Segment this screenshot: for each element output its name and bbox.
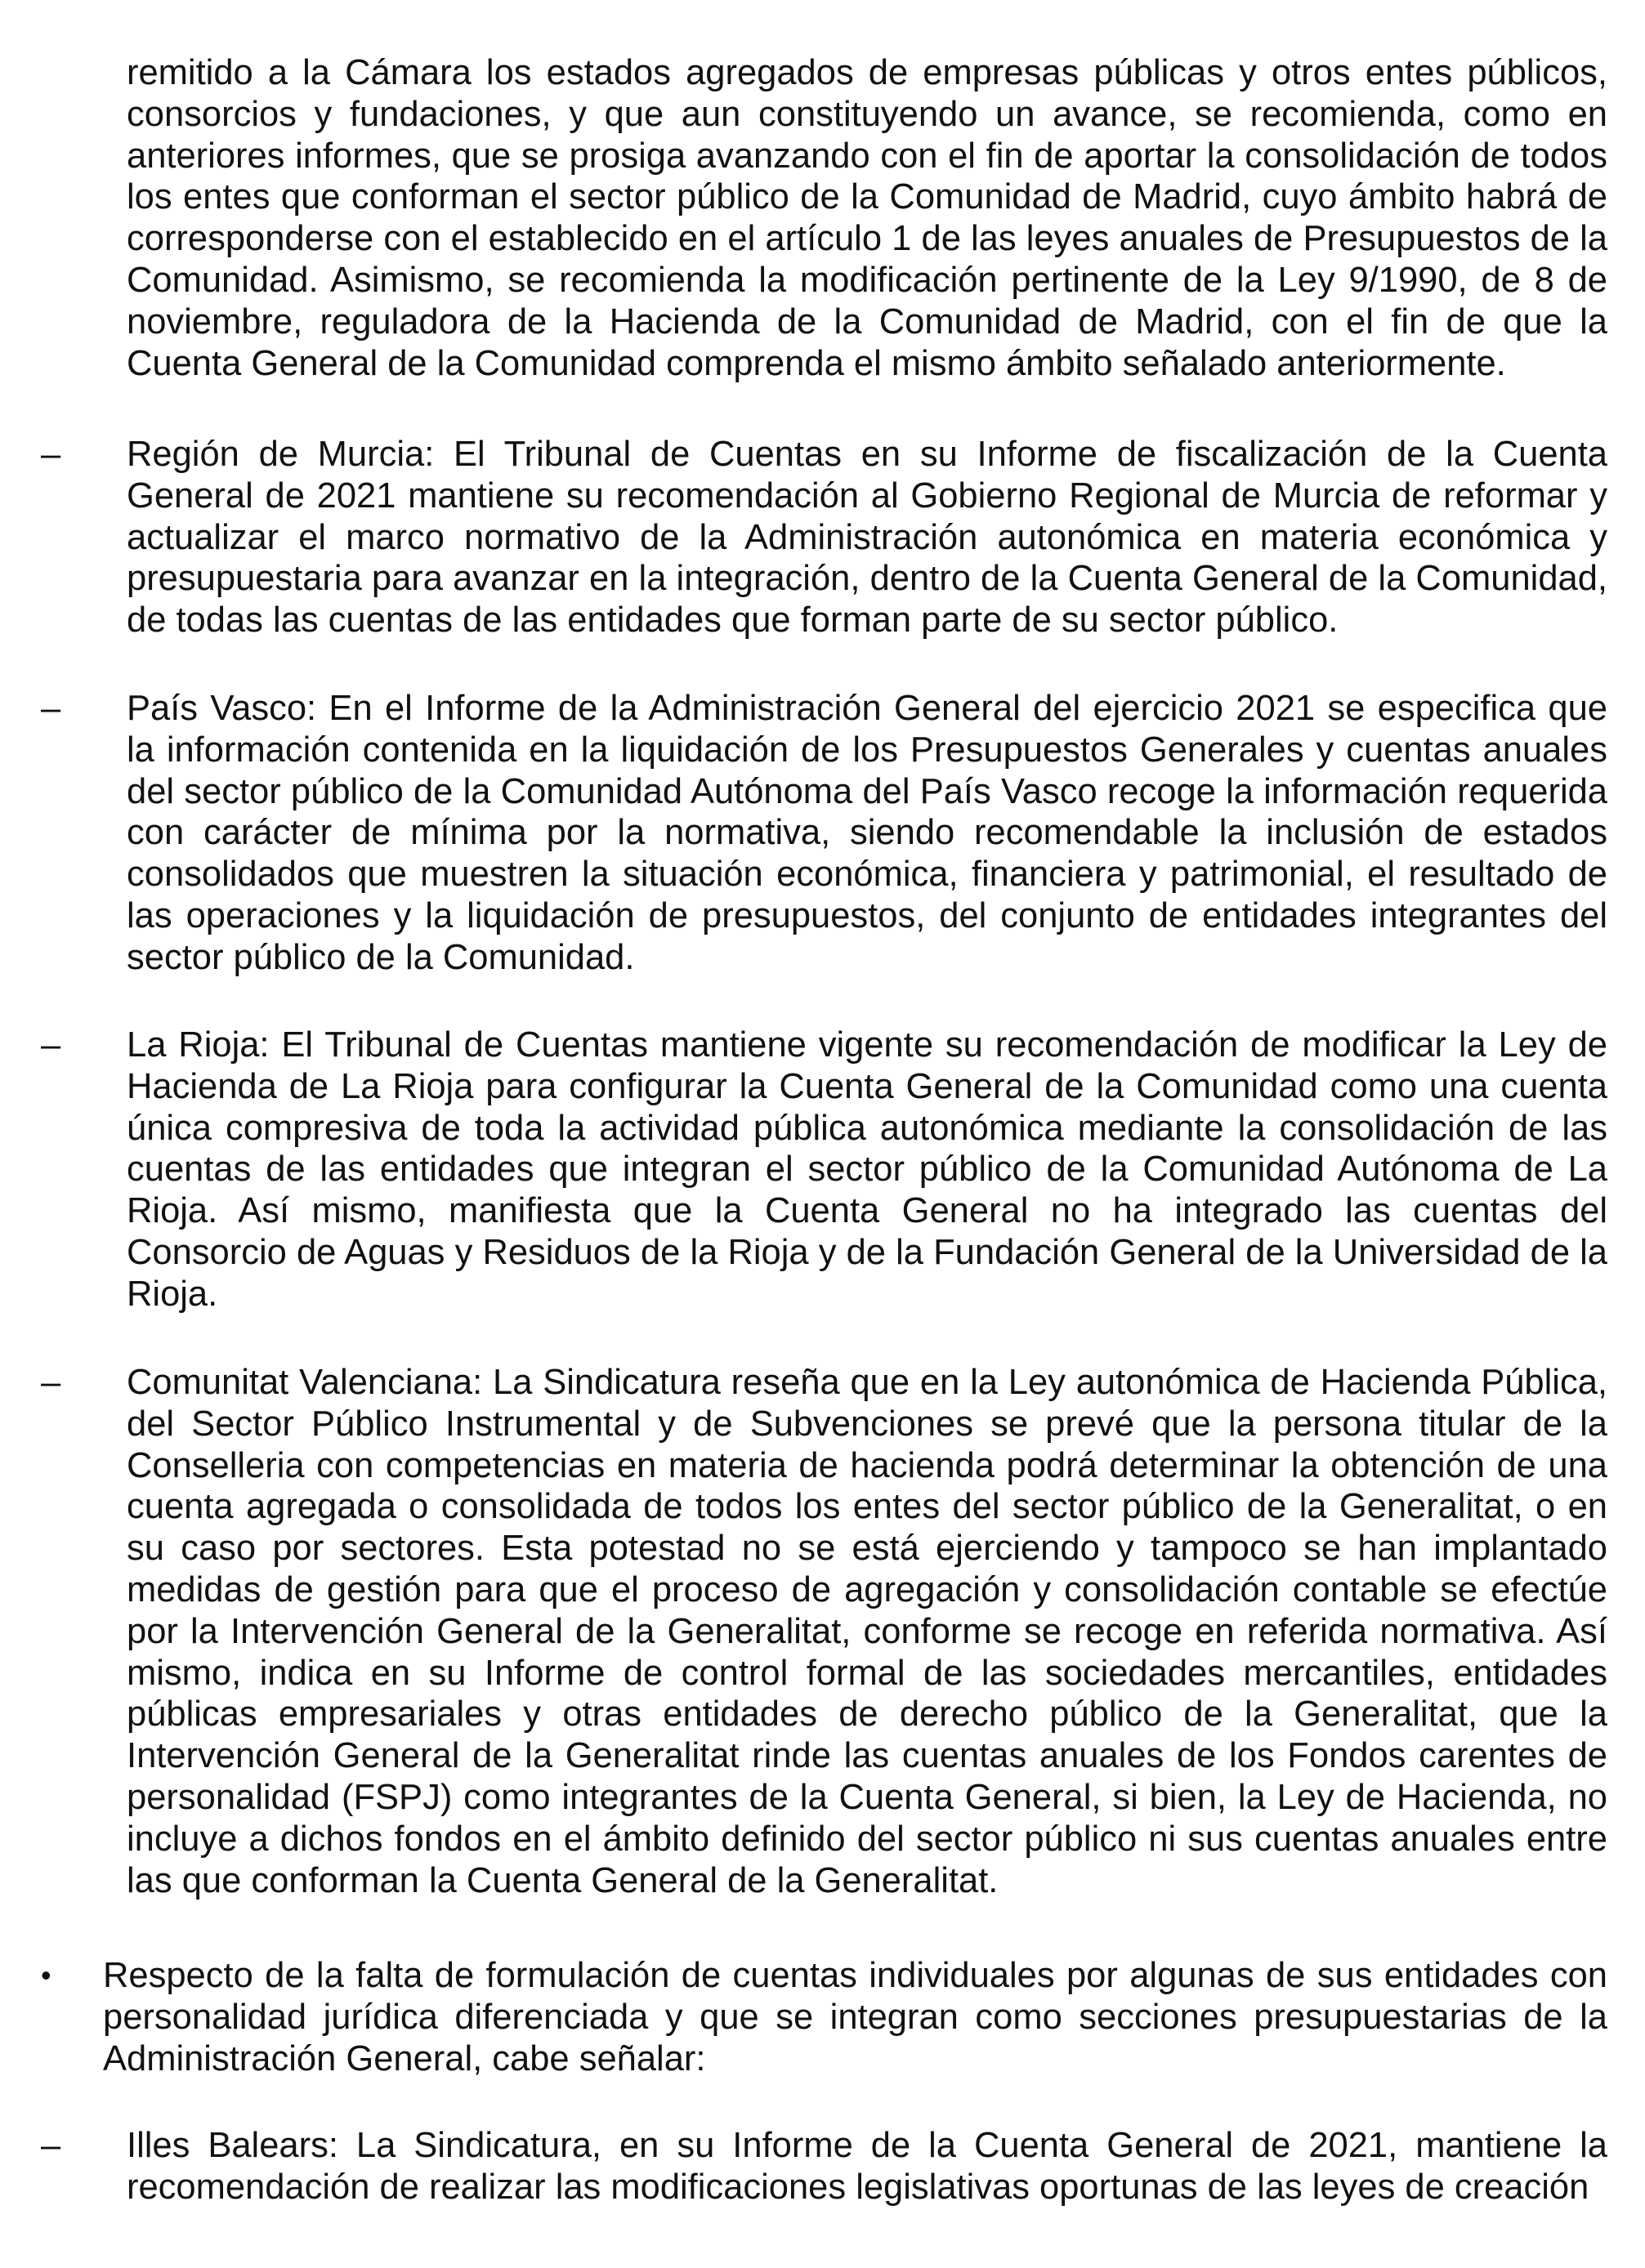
paragraph-pais-vasco: País Vasco: En el Informe de la Administración General del ejercicio 2021 se especifica que la información contenida en la liquidación de los Presupuestos Generales y cuentas anuales del sector público de la Comunidad Autónoma del País Vasco recoge la información requerida con carácter de mínima por la normativa, siendo recomendable la inclusión de estados consolidados que muestren la situación económica, financiera y patrimonial, el resultado de las operaciones y la liquidación de presupuestos, del conjunto de entidades integrantes del sector público de la Comunidad. bbox=[127, 689, 1607, 977]
paragraph-la-rioja: La Rioja: El Tribunal de Cuentas mantiene vigente su recomendación de modificar la Ley de Hacienda de La Rioja para configurar la Cuenta General de la Comunidad como una cuenta única compresiva de toda la actividad pública autonómica mediante la consolidación de las cuentas de las entidades que integran el sector público de la Comunidad Autónoma de La Rioja. Así mismo, manifiesta que la Cuenta General no ha integrado las cuentas del Consorcio de Aguas y Residuos de la Rioja y de la Fundación General de la Universidad de la Rioja. bbox=[127, 1025, 1607, 1314]
bullet-marker: • bbox=[41, 1958, 51, 1992]
dash-marker: – bbox=[41, 689, 61, 728]
dash-marker: – bbox=[41, 2126, 61, 2165]
paragraph-murcia: Región de Murcia: El Tribunal de Cuentas en su Informe de fiscalización de la Cuenta General de 2021 mantiene su recomendación al Gobierno Regional de Murcia de reformar y actualizar el marco normativo de la Administración autonómica en materia económica y presupuestaria para avanzar en la integración, dentro de la Cuenta General de la Comunidad, de todas las cuentas de las entidades que forman parte de su sector público. bbox=[127, 435, 1607, 641]
dash-marker: – bbox=[41, 1025, 61, 1065]
paragraph-valenciana: Comunitat Valenciana: La Sindicatura reseña que en la Ley autonómica de Hacienda Pública, del Sector Público Instrumental y de Subvenciones se prevé que la persona titular de la Conselleria con competencias en materia de hacienda podrá determinar la obtención de una cuenta agregada o consolidada de todos los entes del sector público de la Generalitat, o en su caso por sectores. Esta potestad no se está ejerciendo y tampoco se han implantado medidas de gestión para que el proceso de agregación y consolidación contable se efectúe por la Intervención General de la Generalitat, conforme se recoge en referida normativa. Así mismo, indica en su Informe de control formal de las sociedades mercantiles, entidades públicas empresariales y otras entidades de derecho público de la Generalitat, que la Intervención General de la Generalitat rinde las cuentas anuales de los Fondos carentes de personalidad (FSPJ) como integrantes de la Cuenta General, si bien, la Ley de Hacienda, no incluye a dichos fondos en el ámbito definido del sector público ni sus cuentas anuales entre las que conforman la Cuenta General de la Generalitat. bbox=[127, 1363, 1607, 1900]
dash-marker: – bbox=[41, 1363, 61, 1402]
paragraph-falta-formulacion: Respecto de la falta de formulación de cuentas individuales por algunas de sus entidades con personalidad jurídica diferenciada y que se integran como secciones presupuestarias de la Administración General, cabe señalar: bbox=[103, 1956, 1607, 2078]
paragraph-illes-balears: Illes Balears: La Sindicatura, en su Informe de la Cuenta General de 2021, mantiene la recomendación de realizar las modificaciones legislativas oportunas de las leyes de creación bbox=[127, 2126, 1607, 2207]
dash-marker: – bbox=[41, 435, 61, 474]
paragraph-madrid-continuation: remitido a la Cámara los estados agregados de empresas públicas y otros entes públicos, consorcios y fundaciones, y que aun constituyendo un avance, se recomienda, como en anteriores informes, que se prosiga avanzando con el fin de aportar la consolidación de todos los entes que conforman el sector público de la Comunidad de Madrid, cuyo ámbito habrá de corresponderse con el establecido en el artículo 1 de las leyes anuales de Presupuestos de la Comunidad. Asimismo, se recomienda la modificación pertinente de la Ley 9/1990, de 8 de noviembre, reguladora de la Hacienda de la Comunidad de Madrid, con el fin de que la Cuenta General de la Comunidad comprenda el mismo ámbito señalado anteriormente. bbox=[127, 53, 1607, 383]
